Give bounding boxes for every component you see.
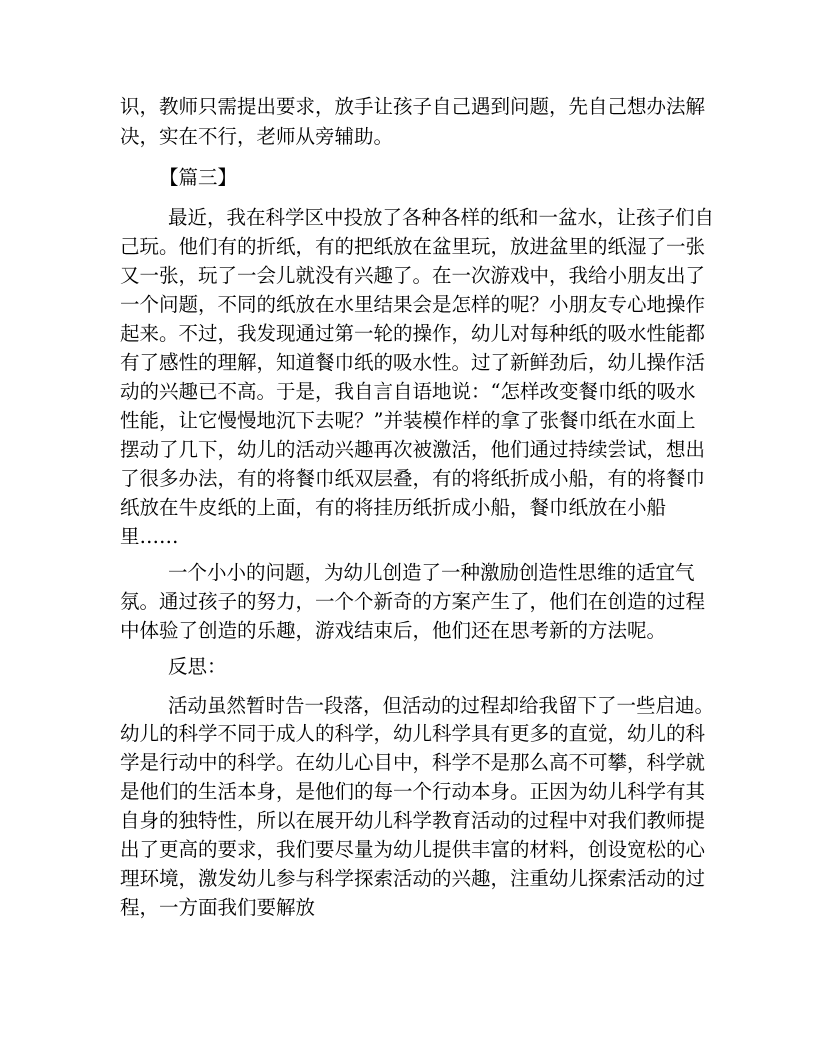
para1-line-11: 纸放在牛皮纸的上面，有的将挂历纸折成小船，餐巾纸放在小船 bbox=[120, 496, 667, 519]
para3-line-5: 自身的独特性，所以在展开幼儿科学教育活动的过程中对我们教师提 bbox=[120, 809, 706, 832]
para1-line-8: 性能，让它慢慢地沉下去呢？”并装模作样的拿了张餐巾纸在水面上 bbox=[120, 409, 696, 432]
para3-line-6: 出了更高的要求，我们要尽量为幼儿提供丰富的材料，创设宽松的心 bbox=[120, 838, 706, 861]
para1-line-10: 了很多办法，有的将餐巾纸双层叠，有的将纸折成小船，有的将餐巾 bbox=[120, 467, 706, 490]
section-heading: 【篇三】 bbox=[159, 166, 238, 189]
para1-line-1: 最近，我在科学区中投放了各种各样的纸和一盆水，让孩子们自 bbox=[168, 206, 715, 229]
para1-line-7: 动的兴趣已不高。于是，我自言自语地说：“怎样改变餐巾纸的吸水 bbox=[120, 380, 696, 403]
para3-line-3: 学是行动中的科学。在幼儿心目中，科学不是那么高不可攀，科学就 bbox=[120, 751, 706, 774]
reflection-label: 反思： bbox=[168, 655, 227, 678]
para1-line-5: 起来。不过，我发现通过第一轮的操作，幼儿对每种纸的吸水性能都 bbox=[120, 322, 706, 345]
para2-line-3: 中体验了创造的乐趣，游戏结束后，他们还在思考新的方法呢。 bbox=[120, 619, 667, 642]
para1-line-4: 一个问题，不同的纸放在水里结果会是怎样的呢？小朋友专心地操作 bbox=[120, 293, 706, 316]
para1-line-6: 有了感性的理解，知道餐巾纸的吸水性。过了新鲜劲后，幼儿操作活 bbox=[120, 351, 706, 374]
intro-line-2: 决，实在不行，老师从旁辅助。 bbox=[120, 125, 394, 148]
para1-line-9: 摆动了几下，幼儿的活动兴趣再次被激活，他们通过持续尝试，想出 bbox=[120, 438, 706, 461]
para3-line-8: 程，一方面我们要解放 bbox=[120, 896, 316, 919]
intro-line-1: 识，教师只需提出要求，放手让孩子自己遇到问题，先自己想办法解 bbox=[120, 95, 706, 118]
para3-line-1: 活动虽然暂时告一段落，但活动的过程却给我留下了一些启迪。 bbox=[168, 694, 715, 717]
para1-line-2: 己玩。他们有的折纸，有的把纸放在盆里玩，放进盆里的纸湿了一张 bbox=[120, 235, 706, 258]
para3-line-2: 幼儿的科学不同于成人的科学，幼儿科学具有更多的直觉，幼儿的科 bbox=[120, 722, 706, 745]
para2-line-1: 一个小小的问题，为幼儿创造了一种激励创造性思维的适宜气 bbox=[168, 561, 695, 584]
para1-line-12: 里…… bbox=[120, 525, 179, 548]
para2-line-2: 氛。通过孩子的努力，一个个新奇的方案产生了，他们在创造的过程 bbox=[120, 590, 706, 613]
para3-line-7: 理环境，激发幼儿参与科学探索活动的兴趣，注重幼儿探索活动的过 bbox=[120, 867, 706, 890]
para1-line-3: 又一张，玩了一会儿就没有兴趣了。在一次游戏中，我给小朋友出了 bbox=[120, 264, 706, 287]
para3-line-4: 是他们的生活本身，是他们的每一个行动本身。正因为幼儿科学有其 bbox=[120, 780, 706, 803]
